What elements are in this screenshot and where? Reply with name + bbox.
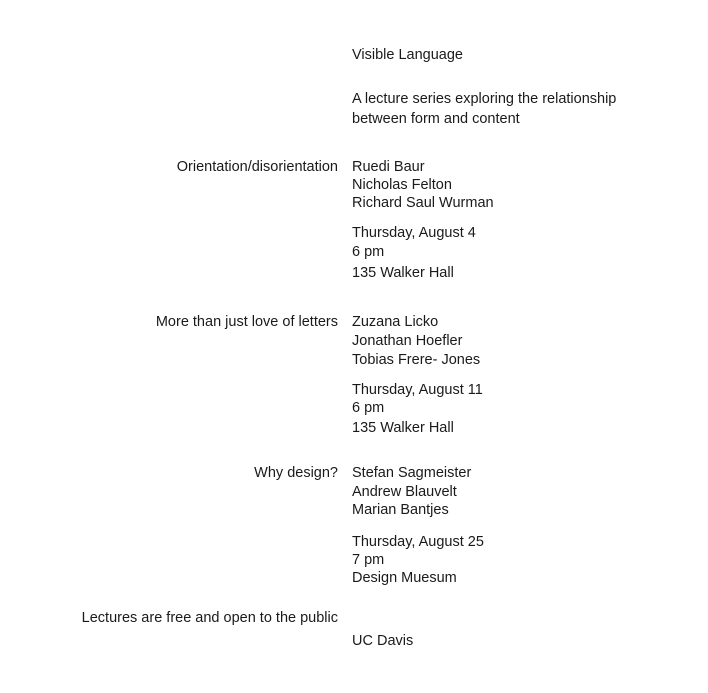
series-subtitle-line-1: A lecture series exploring the relationship xyxy=(352,91,617,107)
public-note: Lectures are free and open to the public xyxy=(81,610,338,626)
lecture-speaker: Tobias Frere- Jones xyxy=(352,352,481,368)
lecture-date: Thursday, August 11 xyxy=(352,382,483,398)
lecture-topic: Orientation/disorientation xyxy=(176,159,338,175)
lecture-time: 7 pm xyxy=(352,552,385,568)
lecture-date: Thursday, August 4 xyxy=(352,225,476,241)
lecture-date: Thursday, August 25 xyxy=(352,534,484,550)
lecture-speaker: Andrew Blauvelt xyxy=(352,484,457,500)
institution: UC Davis xyxy=(352,633,414,649)
lecture-topic: More than just love of letters xyxy=(155,314,338,330)
lecture-speaker: Marian Bantjes xyxy=(352,502,449,518)
lecture-location: 135 Walker Hall xyxy=(352,265,454,281)
lecture-speaker: Nicholas Felton xyxy=(352,177,452,193)
lecture-location: Design Muesum xyxy=(352,570,457,586)
series-subtitle-line-2: between form and content xyxy=(352,111,520,127)
lecture-speaker: Zuzana Licko xyxy=(352,314,439,330)
lecture-speaker: Ruedi Baur xyxy=(352,159,425,175)
lecture-speaker: Stefan Sagmeister xyxy=(352,465,472,481)
lecture-time: 6 pm xyxy=(352,244,385,260)
series-title: Visible Language xyxy=(352,47,463,63)
lecture-time: 6 pm xyxy=(352,400,385,416)
lecture-speaker: Jonathan Hoefler xyxy=(352,333,463,349)
lecture-topic: Why design? xyxy=(254,465,338,481)
lecture-speaker: Richard Saul Wurman xyxy=(352,195,494,211)
lecture-location: 135 Walker Hall xyxy=(352,420,454,436)
